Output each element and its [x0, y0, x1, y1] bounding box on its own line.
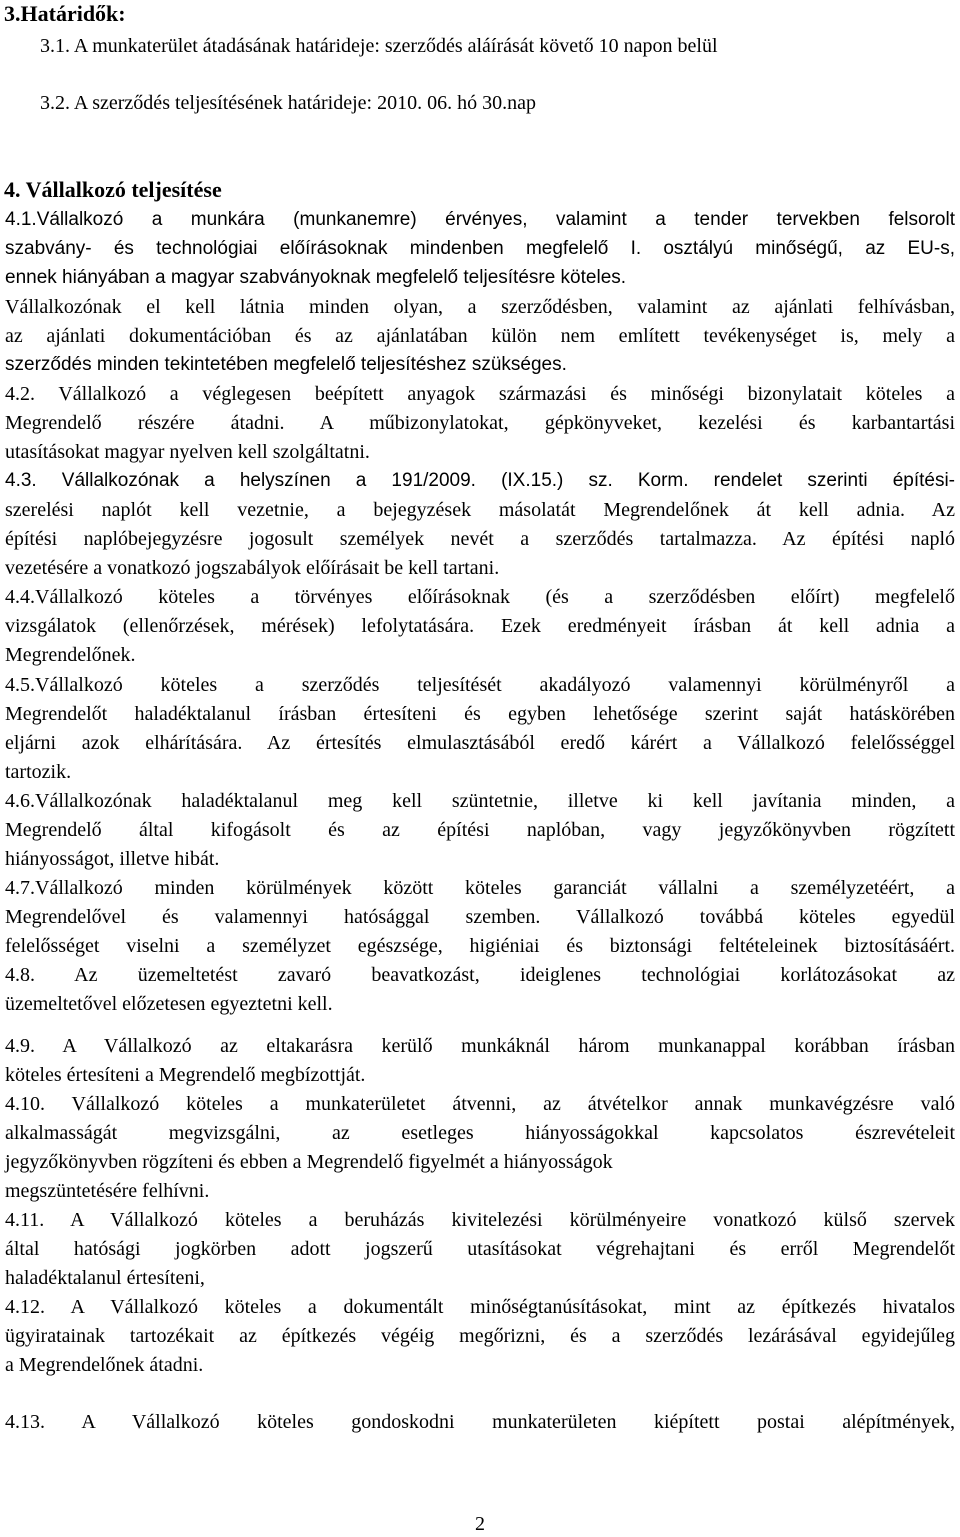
text-line: építési naplóbejegyzésre jogosult személyek nevét a szerződés tartalmazza. Az építési napló [5, 528, 955, 550]
text-line: megszüntetésére felhívni. [5, 1180, 210, 1202]
text-line: alkalmasságát megvizsgálni, az esetleges hiányosságokkal kapcsolatos észrevételeit [5, 1122, 955, 1144]
text-line: ügyiratainak tartozékait az építkezés végéig megőrizni, és a szerződés lezárásával egyidejűleg [5, 1325, 955, 1347]
text-line: Vállalkozónak el kell látnia minden olyan, a szerződésben, valamint az ajánlati felhívásban, [5, 296, 955, 318]
text-line: üzemeltetővel előzetesen egyeztetni kell. [5, 993, 333, 1015]
text-line: Megrendelővel és valamennyi hatósággal szemben. Vállalkozó továbbá köteles egyedül [5, 906, 955, 928]
text-line: 4.7.Vállalkozó minden körülmények között köteles garanciát vállalni a személyzetéért, a [5, 877, 955, 899]
text-line: felelősséget viselni a személyzet egészsége, higiéniai és biztonsági feltételeinek biztosításáért. [5, 935, 955, 957]
text-line: 4.3. Vállalkozónak a helyszínen a 191/2009. (IX.15.) sz. Korm. rendelet szerinti építési- [5, 470, 955, 491]
text-line: eljárni azok elhárítására. Az értesítés elmulasztásából eredő kárért a Vállalkozó felelősséggel [5, 732, 955, 754]
text-line: jegyzőkönyvben rögzíteni és ebben a Megrendelő figyelmét a hiányosságok [5, 1151, 613, 1173]
text-line: Megrendelőt haladéktalanul írásban értesíteni és egyben lehetősége szerint saját hatáskörében [5, 703, 955, 725]
text-line: 4.8. Az üzemeltetést zavaró beavatkozást, ideiglenes technológiai korlátozásokat az [5, 964, 955, 986]
text-line: Megrendelő részére átadni. A műbizonylatokat, gépkönyveket, kezelési és karbantartási [5, 412, 955, 434]
text-line: Megrendelőnek. [5, 644, 136, 666]
text-line: 4.11. A Vállalkozó köteles a beruházás kivitelezési körülményeire vonatkozó külső szervek [5, 1209, 955, 1231]
text-line: 4.13. A Vállalkozó köteles gondoskodni munkaterületen kiépített postai alépítmények, [5, 1411, 955, 1433]
text-line: az ajánlati dokumentációban és az ajánlatában külön nem említett tevékenységet is, mely a [5, 325, 955, 347]
page-number: 2 [475, 1513, 485, 1535]
text-line: utasításokat magyar nyelven kell szolgáltatni. [5, 441, 370, 463]
text-line: 4.6.Vállalkozónak haladéktalanul meg kell szüntetnie, illetve ki kell javítania minden, a [5, 790, 955, 812]
item-3-2: 3.2. A szerződés teljesítésének határideje: 2010. 06. hó 30.nap [40, 92, 536, 114]
text-line: tartozik. [5, 761, 72, 783]
text-line: vizsgálatok (ellenőrzések, mérések) lefolytatására. Ezek eredményeit írásban át kell adnia a [5, 615, 955, 637]
text-line: szerződés minden tekintetében megfelelő teljesítéshez szükséges. [5, 354, 567, 375]
text-line: 4.9. A Vállalkozó az eltakarásra kerülő munkáknál három munkanappal korábban írásban [5, 1035, 955, 1057]
text-line: hiányosságot, illetve hibát. [5, 848, 220, 870]
text-line: haladéktalanul értesíteni, [5, 1267, 205, 1289]
text-line: 4.2. Vállalkozó a véglegesen beépített anyagok származási és minőségi bizonylatait köteles a [5, 383, 955, 405]
text-line: 4.12. A Vállalkozó köteles a dokumentált minőségtanúsításokat, mint az építkezés hivatalos [5, 1296, 955, 1318]
text-line: által hatósági jogkörben adott jogszerű utasításokat végrehajtani és erről Megrendelőt [5, 1238, 955, 1260]
item-3-1: 3.1. A munkaterület átadásának határideje: szerződés aláírását követő 10 napon belül [40, 35, 718, 57]
section-heading-deadlines: 3.Határidők: [4, 1, 126, 26]
text-line: vezetésére a vonatkozó jogszabályok előírásait be kell tartani. [5, 557, 500, 579]
text-line: Megrendelő által kifogásolt és az építési naplóban, vagy jegyzőkönyvben rögzített [5, 819, 955, 841]
text-line: szabvány- és technológiai előírásoknak mindenben megfelelő I. osztályú minőségű, az EU-s, [5, 238, 955, 259]
text-line: 4.4.Vállalkozó köteles a törvényes előírásoknak (és a szerződésben előírt) megfelelő [5, 586, 955, 608]
text-line: ennek hiányában a magyar szabványoknak megfelelő teljesítésre köteles. [5, 267, 627, 288]
text-line: 4.1.Vállalkozó a munkára (munkanemre) érvényes, valamint a tender tervekben felsorolt [5, 209, 955, 230]
section-heading-performance: 4. Vállalkozó teljesítése [4, 177, 222, 202]
text-line: köteles értesíteni a Megrendelő megbízottját. [5, 1064, 366, 1086]
text-line: a Megrendelőnek átadni. [5, 1354, 204, 1376]
text-line: szerelési naplót kell vezetnie, a bejegyzések másolatát Megrendelőnek át kell adnia. Az [5, 499, 955, 521]
text-line: 4.5.Vállalkozó köteles a szerződés teljesítését akadályozó valamennyi körülményről a [5, 674, 955, 696]
text-line: 4.10. Vállalkozó köteles a munkaterületet átvenni, az átvételkor annak munkavégzésre való [5, 1093, 955, 1115]
